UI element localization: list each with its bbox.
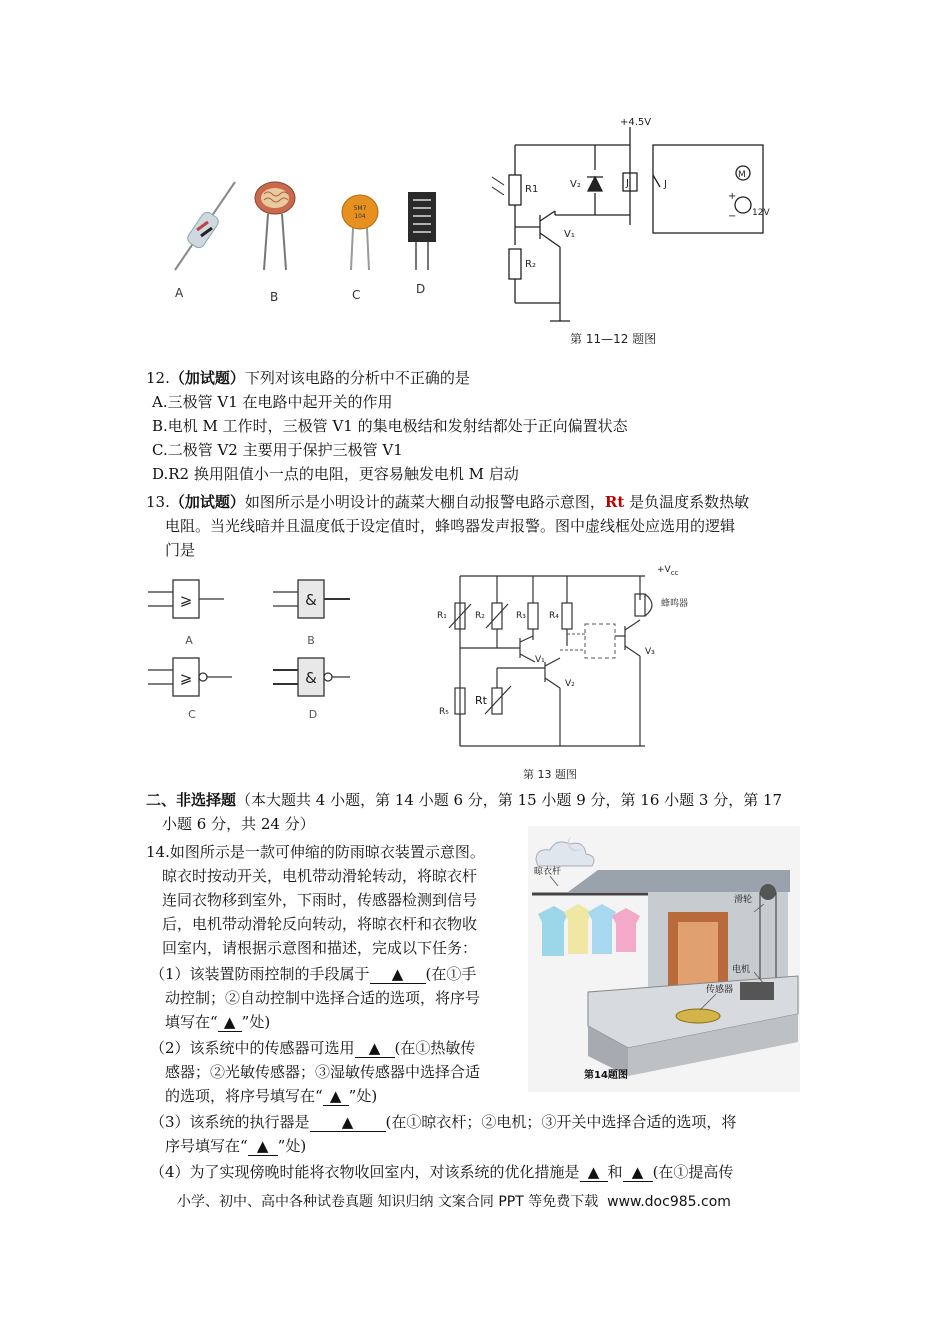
component-label-c: C — [352, 288, 361, 302]
gate-b-symbol: & — [305, 591, 317, 609]
svg-text:104: 104 — [354, 213, 366, 220]
gate-c-symbol: ⩾ — [179, 669, 193, 687]
section-2-desc-2: 小题 6 分，共 24 分） — [162, 815, 315, 833]
figure-13-caption: 第 13 题图 — [523, 768, 577, 781]
figure-14 — [528, 826, 800, 1092]
gate-d-label: D — [308, 708, 318, 721]
q12-text: 下列对该电路的分析中不正确的是 — [244, 369, 470, 387]
contact-label: J — [664, 179, 667, 190]
q14-sub-4-and: 和 — [607, 1163, 623, 1181]
gate-d-symbol: & — [305, 669, 317, 687]
capacitor-photo — [342, 195, 378, 270]
q14-line-4: 后，电机带动滑轮反向转动，将晾衣杆和衣物收 — [162, 915, 478, 933]
q14-sub-1-line2: 动控制；②自动控制中选择合适的选项，将序号 — [165, 989, 481, 1007]
q14-blank-1b: ▲ — [218, 1013, 242, 1032]
v2-label: V₂ — [570, 179, 581, 190]
vplus-label: +4.5V — [620, 117, 652, 128]
transistor-label: V₁ — [564, 229, 575, 240]
rod-label: 晾衣杆 — [534, 867, 562, 877]
q14-sub-2-text: （2）该系统中的传感器可选用 — [150, 1039, 355, 1057]
q14-sub-3-fill: 序号填写在“ — [165, 1137, 248, 1155]
q14-blank-3b: ▲ — [248, 1137, 278, 1156]
q14-sub-2-fill: 的选项，将序号填写在“ — [165, 1087, 323, 1105]
r2-label: R₂ — [525, 259, 536, 270]
q14-sub-1-line3 — [165, 1010, 270, 1034]
q14-blank-4a[interactable]: ▲ — [580, 1163, 608, 1182]
svg-text:5M7: 5M7 — [353, 205, 367, 212]
relay-label: J — [626, 178, 629, 189]
q13-stem-line2: 电阻。当光线暗并且温度低于设定值时，蜂鸣器发声报警。图中虚线框处应选用的逻辑 — [165, 517, 736, 535]
vcc-sub: cc — [670, 569, 679, 577]
r4-label: R₄ — [549, 611, 559, 621]
gate-c-label: C — [188, 708, 196, 721]
q12-option-b: B.电机 M 工作时，三极管 V1 的集电极结和发射结都处于正向偏置状态 — [152, 417, 628, 435]
section-2-header — [146, 788, 782, 812]
q14-sub-3-line2 — [165, 1134, 306, 1158]
q14-sub-1-end: ”处) — [241, 1013, 271, 1031]
resistor-photo — [175, 182, 235, 270]
footer-url[interactable]: www.doc985.com — [607, 1194, 731, 1210]
q14-sub-3 — [150, 1110, 736, 1134]
component-label-d: D — [416, 282, 426, 296]
q14-line-3: 连同衣物移到室外，下雨时，传感器检测到信号 — [162, 891, 478, 909]
gate-options — [148, 570, 398, 730]
component-label-a: A — [175, 286, 184, 300]
q14-blank-1[interactable]: ▲ — [370, 965, 426, 984]
footer-text: 小学、初中、高中各种试卷真题 知识归纳 文案合同 PPT 等免费下载 — [177, 1194, 599, 1210]
q14-sub-2-line2: 感器；②光敏传感器；③湿敏传感器中选择合适 — [165, 1063, 481, 1081]
humidity-sensor-photo — [408, 192, 436, 270]
supply-label: 12V — [752, 208, 770, 218]
minus-label: − — [728, 211, 737, 222]
q14-blank-3[interactable]: ▲ — [310, 1113, 386, 1132]
component-label-b: B — [270, 290, 279, 304]
q14-sub-4 — [150, 1160, 733, 1184]
gate-a-label: A — [185, 634, 193, 647]
gate-a-symbol: ⩾ — [179, 591, 193, 609]
q12-tag: （加试题） — [169, 369, 245, 387]
vcc-label — [657, 565, 679, 577]
q14-sub-2 — [150, 1036, 475, 1060]
footer — [177, 1191, 731, 1211]
motor-label: 电机 — [732, 965, 751, 975]
q12-stem — [146, 366, 470, 390]
q14-line-1: 14.如图所示是一款可伸缩的防雨晾衣装置示意图。 — [146, 843, 485, 861]
q13-rt: Rt — [604, 493, 625, 511]
section-2-title: 二、非选择题 — [146, 791, 237, 809]
q12-option-a: A.三极管 V1 在电路中起开关的作用 — [152, 393, 393, 411]
v2-label: V₂ — [565, 679, 575, 689]
q14-sub-2-hint: (在①热敏传 — [394, 1039, 476, 1057]
r1-label: R1 — [525, 184, 539, 195]
r3-label: R₃ — [516, 611, 526, 621]
rt-label: Rt — [475, 694, 487, 707]
q12-number: 12. — [146, 369, 170, 387]
sensor-label: 传感器 — [706, 985, 734, 995]
q13-text-1b: 是负温度系数热敏 — [624, 493, 750, 511]
figure-14-caption: 第14题图 — [584, 1070, 628, 1081]
gate-b-label: B — [307, 634, 315, 647]
q14-sub-4-hint: (在①提高传 — [652, 1163, 734, 1181]
v1-label: V₁ — [535, 655, 545, 665]
q14-sub-1 — [150, 962, 476, 986]
r2-label: R₂ — [475, 611, 485, 621]
q14-sub-1-hint: (在①手 — [425, 965, 477, 983]
pulley-label: 滑轮 — [734, 895, 753, 905]
q14-blank-2[interactable]: ▲ — [355, 1039, 395, 1058]
r5-label: R₅ — [439, 707, 449, 717]
buzzer-label: 蜂鸣器 — [661, 599, 689, 609]
q14-line-5: 回室内，请根据示意图和描述，完成以下任务： — [162, 939, 478, 957]
q14-sub-4-text: （4）为了实现傍晚时能将衣物收回室内，对该系统的优化措施是 — [150, 1163, 580, 1181]
q14-sub-1-fill: 填写在“ — [165, 1013, 218, 1031]
q13-stem-line3: 门是 — [165, 541, 196, 559]
vcc-main: +V — [657, 565, 671, 575]
motor-label: M — [738, 170, 746, 180]
q14-blank-4b[interactable]: ▲ — [623, 1163, 653, 1182]
q14-line-2: 晾衣时按动开关，电机带动滑轮转动，将晾衣杆 — [162, 867, 478, 885]
section-2-desc: （本大题共 4 小题，第 14 小题 6 分，第 15 小题 9 分，第 16 小题 3 分，第 17 — [236, 791, 783, 809]
q14-sub-2-line3 — [165, 1084, 377, 1108]
plus-label: + — [728, 191, 737, 202]
component-photos — [160, 170, 450, 310]
q14-sub-2-end: ”处) — [348, 1087, 378, 1105]
q12-option-c: C.二极管 V2 主要用于保护三极管 V1 — [152, 441, 403, 459]
circuit-13 — [425, 558, 695, 784]
r1-label: R₁ — [437, 611, 447, 621]
figure-caption: 第 11—12 题图 — [570, 332, 657, 345]
v3-label: V₃ — [645, 647, 655, 657]
circuit-11-12 — [480, 115, 800, 345]
q14-sub-1-text: （1）该装置防雨控制的手段属于 — [150, 965, 370, 983]
q13-stem-line1 — [146, 490, 749, 514]
q14-sub-3-text: （3）该系统的执行器是 — [150, 1113, 310, 1131]
q14-blank-2b: ▲ — [323, 1087, 349, 1106]
q13-tag: （加试题） — [169, 493, 245, 511]
q12-option-d: D.R2 换用阻值小一点的电阻，更容易触发电机 M 启动 — [152, 465, 519, 483]
q13-number: 13. — [146, 493, 170, 511]
q14-sub-3-hint: (在①晾衣杆；②电机；③开关中选择合适的选项，将 — [385, 1113, 737, 1131]
photoresistor-photo — [255, 182, 295, 270]
q13-text-1a: 如图所示是小明设计的蔬菜大棚自动报警电路示意图， — [244, 493, 605, 511]
q14-sub-3-end: ”处) — [277, 1137, 307, 1155]
